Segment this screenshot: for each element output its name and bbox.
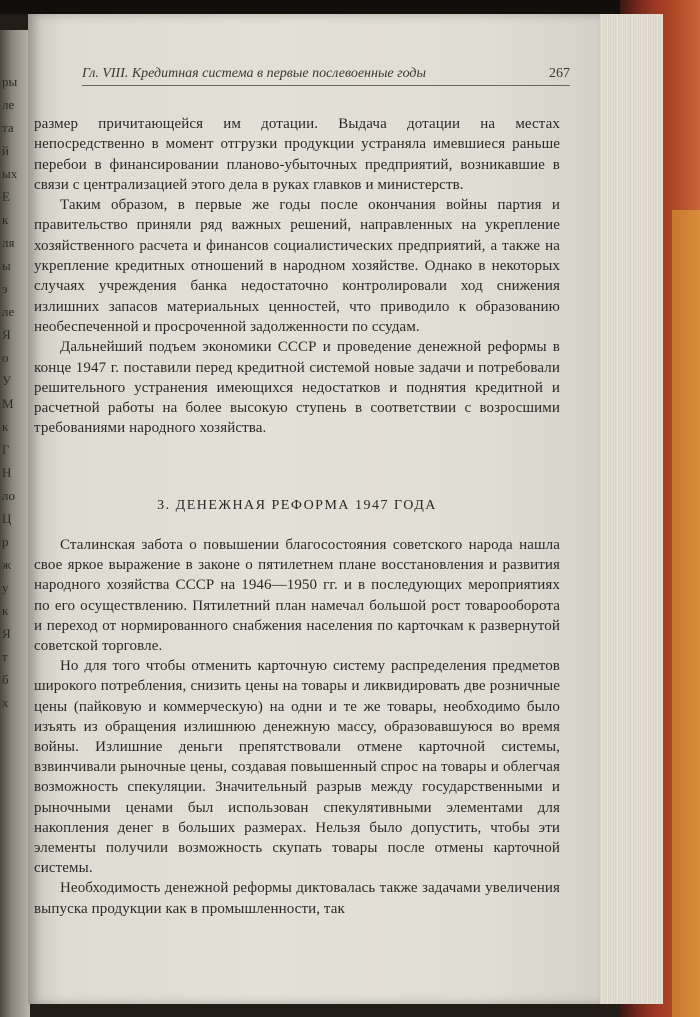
paragraph: Но для того чтобы отменить карточную систему распределения предметов широкого потребления, снизить цены на товары и ликвидировать две розничные цены (пайковую и коммерческую) на одни и те же товары, необходимо было изъять из обращения излишнюю денежную массу, образовавшуюся во время войны. Излишние деньги препятствовали отмене карточной системы, взвинчивали рыночные цены, создавая повышенный спрос на товары и облегчая возможность спекуляции. Значительный разрыв между государственными и рыночными ценами был использован спекулятивными элементами для накопления денег в больших размерах. Нельзя было допустить, чтобы эти элементы получили возможность скупать товары после отмены карточной системы. <box>34 658 560 877</box>
left-page-fragment: ы <box>2 258 11 273</box>
left-page-fragment: ля <box>2 235 15 250</box>
page-stack <box>598 14 663 1004</box>
left-page-fragment: М <box>2 396 14 411</box>
left-page-fragment: ло <box>2 488 15 503</box>
paragraph: Необходимость денежной реформы диктовалась также задачами увеличения выпуска продукции как в промышленности, так <box>34 880 560 917</box>
left-page-fragment: Я <box>2 626 11 641</box>
left-page-fragment: т <box>2 649 8 664</box>
left-page-fragment: э <box>2 281 8 296</box>
left-page-fragment: к <box>2 212 9 227</box>
paragraph: Сталинская забота о повышении благосостояния советского народа нашла свое яркое выражение в законе о пятилетнем плане восстановления и развития народного хозяйства СССР на 1946—1950 гг. и в последующих мероприятиях по его осуществлению. Пятилетний план намечал большой рост товарооборота и переход от нормированного снабжения населения по карточкам к развернутой советской торговле. <box>34 537 560 655</box>
left-page-fragment: о <box>2 350 9 365</box>
paragraph: размер причитающейся им дотации. Выдача дотации на местах непосредственно в момент отгрузки продукции устраняла имевшиеся раньше перебои в финансировании планово-убыточных предприятий, возникавшие в связи с централизацией этого дела в руках главков и министерств. <box>34 116 560 193</box>
body-text-top <box>34 114 560 439</box>
background-top <box>0 0 700 14</box>
chapter-title: Гл. VIII. Кредитная система в первые послевоенные годы <box>82 66 426 81</box>
left-page-fragment: ж <box>2 557 11 572</box>
left-page-fragment: ле <box>2 304 15 319</box>
left-page-fragment: ле <box>2 97 15 112</box>
left-page-fragment: Ц <box>2 511 12 526</box>
left-page-fragment: у <box>2 580 9 595</box>
left-page-fragment: к <box>2 419 9 434</box>
left-page-fragment: к <box>2 603 9 618</box>
book-page <box>28 14 600 1004</box>
left-page-edge <box>0 30 30 1017</box>
left-page-fragment: ры <box>2 74 18 89</box>
left-page-text <box>2 70 28 710</box>
left-page-fragment: р <box>2 534 9 549</box>
paragraph: Дальнейший подъем экономики СССР и проведение денежной реформы в конце 1947 г. поставили перед кредитной системой новые задачи и потребовали решительного устранения имеющихся недостатков и поднятия кредитной и расчетной работы на более высокую ступень в соответствии с возросшими требованиями народного хозяйства. <box>34 339 560 437</box>
left-page-fragment: Н <box>2 465 12 480</box>
left-page-fragment: х <box>2 695 9 710</box>
left-page-fragment: та <box>2 120 14 135</box>
left-page-fragment: Г <box>2 442 10 457</box>
left-page-fragment: Е <box>2 189 10 204</box>
left-page-fragment: У <box>2 373 12 388</box>
left-page-fragment: ых <box>2 166 18 181</box>
body-text-bottom <box>34 535 560 919</box>
book-cover-edge <box>672 210 700 1017</box>
left-page-fragment: Я <box>2 327 11 342</box>
left-page-fragment: б <box>2 672 9 687</box>
section-heading: 3. ДЕНЕЖНАЯ РЕФОРМА 1947 ГОДА <box>157 498 437 513</box>
paragraph: Таким образом, в первые же годы после окончания войны партия и правительство приняли ряд важных решений, направленных на укрепление хозяйственного расчета и финансов социалистических предприятий, а также на укрепление кредитных отношений в народном хозяйстве. Однако в некоторых случаях учреждения банка недостаточно контролировали ход снижения излишних запасов материальных ценностей, что приводило к образованию необеспеченной и просроченной задолженности по ссудам. <box>34 197 560 335</box>
running-head <box>82 66 570 86</box>
left-page-fragment: й <box>2 143 9 158</box>
page-number: 267 <box>549 66 570 81</box>
